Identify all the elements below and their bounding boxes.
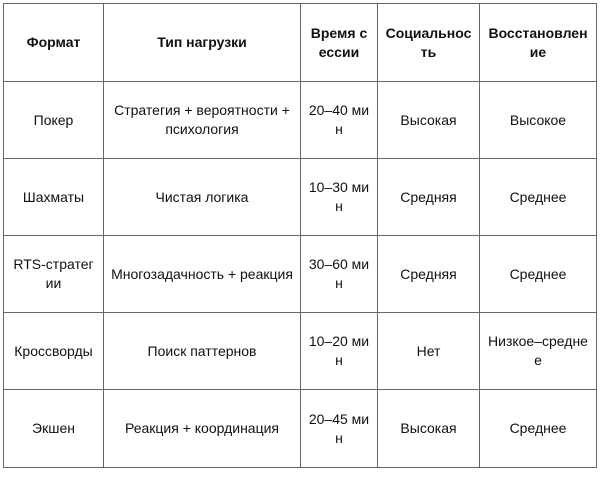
cell-format: Шахматы [4, 159, 104, 236]
cell-session-time: 20–45 мин [301, 390, 378, 468]
cell-sociality: Нет [378, 313, 480, 390]
cell-load-type: Многозадачность + реакция [104, 236, 301, 313]
cell-format: Покер [4, 82, 104, 159]
header-recovery: Восстановление [480, 4, 597, 82]
cell-format: Экшен [4, 390, 104, 468]
table-row [4, 390, 597, 468]
cell-format: Кроссворды [4, 313, 104, 390]
cell-load-type: Чистая логика [104, 159, 301, 236]
table-row [4, 82, 597, 159]
cell-format: RTS-стратегии [4, 236, 104, 313]
header-session-time: Время сессии [301, 4, 378, 82]
cell-recovery: Среднее [480, 390, 597, 468]
cell-recovery: Среднее [480, 159, 597, 236]
table-row [4, 159, 597, 236]
comparison-table [3, 3, 597, 468]
cell-load-type: Стратегия + вероятности + психология [104, 82, 301, 159]
cell-load-type: Реакция + координация [104, 390, 301, 468]
table-header-row [4, 4, 597, 82]
header-load-type: Тип нагрузки [104, 4, 301, 82]
cell-sociality: Средняя [378, 236, 480, 313]
cell-recovery: Среднее [480, 236, 597, 313]
cell-session-time: 30–60 мин [301, 236, 378, 313]
cell-recovery: Высокое [480, 82, 597, 159]
table-row [4, 313, 597, 390]
cell-session-time: 20–40 мин [301, 82, 378, 159]
cell-load-type: Поиск паттернов [104, 313, 301, 390]
comparison-table-container [3, 3, 597, 468]
cell-session-time: 10–20 мин [301, 313, 378, 390]
table-row [4, 236, 597, 313]
header-format: Формат [4, 4, 104, 82]
cell-session-time: 10–30 мин [301, 159, 378, 236]
cell-sociality: Высокая [378, 390, 480, 468]
header-sociality: Социальность [378, 4, 480, 82]
cell-sociality: Высокая [378, 82, 480, 159]
cell-sociality: Средняя [378, 159, 480, 236]
cell-recovery: Низкое–среднее [480, 313, 597, 390]
